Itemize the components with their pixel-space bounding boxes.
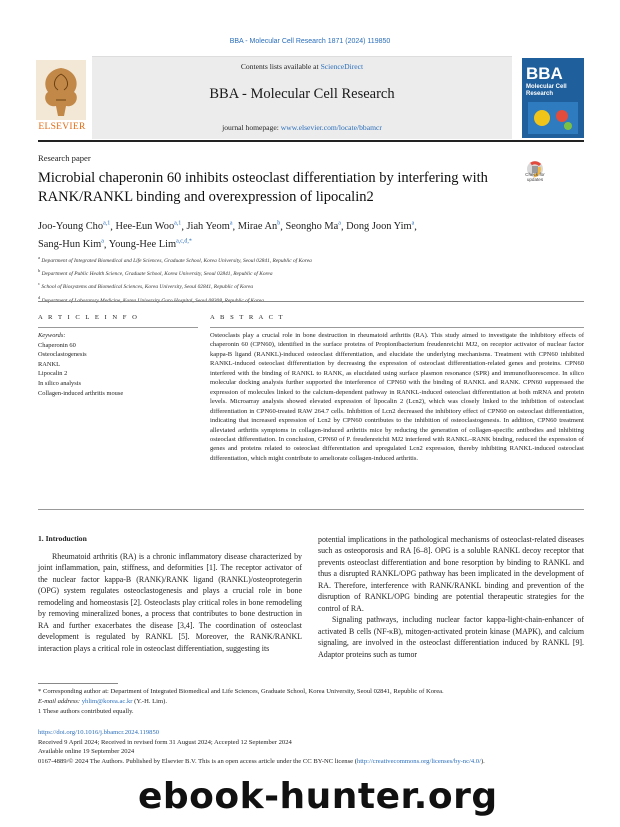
author[interactable]: Sang-Hun Kim$^a$ — [38, 238, 104, 251]
header-rule — [38, 140, 584, 142]
author[interactable]: Hee-Eun Woo$^{a,1}$ — [115, 221, 182, 233]
watermark-text: ebook-hunter.org — [138, 776, 498, 817]
contents-line — [92, 62, 512, 71]
introduction-heading: 1. Introduction — [38, 534, 87, 543]
keyword: Collagen-induced arthritis mouse — [38, 389, 124, 397]
publication-info — [38, 728, 584, 766]
elsevier-logo-text: ELSEVIER — [38, 122, 86, 132]
cover-subtitle: Molecular Cell Research — [526, 84, 567, 97]
footnotes — [38, 687, 584, 717]
equal-contribution-note: 1 These authors contributed equally. — [38, 708, 134, 715]
affiliations — [38, 253, 586, 306]
affiliation: d — [38, 294, 41, 300]
journal-name: BBA - Molecular Cell Research — [209, 86, 395, 102]
author[interactable]: Seongho Ma$^a$ — [285, 221, 341, 233]
keyword: Osteoclastogenesis — [38, 351, 87, 359]
keywords-block — [38, 331, 198, 398]
paragraph: Signaling pathways, including nuclear factor kappa-light-chain-enhancer of activated B cells (NF-κB), mitogen-activated protein kinase (MAPK), and calcium signaling, are involved in the osteoclast differentiation induced by RANKL [9]. Adaptor proteins such as tumor — [318, 615, 584, 659]
body-column-right — [318, 534, 584, 660]
author[interactable]: Joo-Young Cho$^{a,1}$ — [38, 221, 111, 233]
article-info-heading: A R T I C L E I N F O — [38, 314, 139, 321]
paper-type: Research paper — [38, 153, 91, 163]
section-rule — [38, 301, 584, 302]
abstract-rule — [210, 327, 584, 328]
author[interactable]: Mirae An$^b$ — [237, 221, 281, 233]
journal-reference[interactable]: BBA - Molecular Cell Research 1871 (2024) 119850 — [229, 38, 391, 45]
affiliation: $^b$ Department of Public Health Science, Graduate School, Korea University, Seoul 02841, Republic of Korea — [38, 268, 273, 277]
article-info-rule — [38, 327, 198, 328]
abstract-bottom-rule — [38, 509, 584, 510]
cover-title: BBA — [526, 64, 563, 83]
author[interactable]: Young-Hee Lim$^{a,c,d,*}$ — [108, 238, 192, 251]
author[interactable]: Dong Joon Yim$^a$ — [346, 221, 415, 233]
email-link[interactable]: yhlim@korea.ac.kr — [81, 698, 133, 705]
author-list: Joo-Young Cho$^{a,1}$, Hee-Eun Woo$^{a,1}$, Jiah Yeom$^a$, Mirae An$^b$, Seongho Ma$^a$, Dong Joon Yim$^a$, Sang-Hun Kim$^a$, Young-Hee Lim$^{a,c,d,*}$ — [38, 221, 417, 251]
abstract-heading: A B S T R A C T — [210, 314, 285, 321]
email-label: E-mail address: — [38, 698, 81, 705]
cover-graphic-icon — [528, 102, 578, 134]
email-line — [38, 697, 584, 707]
contents-prefix: Contents lists available at — [240, 62, 319, 71]
corresponding-author-note: * Corresponding author at: Department of Integrated Biomedical and Life Sciences, Graduate School, Korea University, Seoul 02841, Republic of Korea. — [38, 688, 444, 695]
paragraph: potential implications in the pathological mechanisms of osteoclast-related diseases such as osteoporosis and RA [6–8]. OPG is a soluble RANKL decoy receptor that prevents osteoclast differentiation and bone resorption by binding to RANKL and thus a disrupted RANKL/OPG pathway has been implicated in the development of RA. Therefore, interference with RANK/RANKL binding and prevention of the disruption of RANKL/OPG binding are potential therapeutic strategies for the control of RA. — [318, 535, 584, 613]
homepage-prefix: journal homepage: — [222, 123, 279, 132]
affiliation: $^c$ School of Biosystems and Biomedical Sciences, Korea University, Seoul 02841, Republic of Korea — [38, 281, 254, 291]
homepage-link[interactable]: www.elsevier.com/locate/bbamcr — [280, 123, 382, 132]
email-suffix: (Y.-H. Lim). — [134, 698, 167, 705]
footnote-rule — [38, 683, 118, 684]
online-date: Available online 19 September 2024 — [38, 748, 135, 756]
sciencedirect-link[interactable]: ScienceDirect — [320, 62, 364, 71]
article-title: Microbial chaperonin 60 inhibits osteoclast differentiation by interfering with RANK/RANKL binding and overexpression of lipocalin2 — [38, 170, 488, 205]
keyword: Lipocalin 2 — [38, 370, 68, 378]
keyword: Chaperonin 60 — [38, 341, 76, 349]
abstract-text: Osteoclasts play a crucial role in bone destruction in rheumatoid arthritis (RA). This study aimed to investigate the inhibitory effects of chaperonin 60 (CPN60), identified in the surface proteins of Propionibacterium freudenreichii MJ2, on receptor activator of nuclear factor kappa-B ligand (RANKL)-induced osteoclast differentiation, and elucidate the underlying mechanisms. Treatment with CPN60 inhibited RANKL-induced osteoclast differentiation by decreasing the expression of osteoclast differentiation-related genes and proteins. CPN60 interfered with the binding of RANKL to RANK, as elucidated using surface plasmon resonance (SPR) and immunofluorescence. In silico molecular docking analysis further supported the interference of CPN60 with the binding of RANKL and RANK. CPN60 suppressed the expression of molecules linked to the calcium-dependent pathway in RANKL-induced osteoclast differentiation at both mRNA and protein levels. Microarray analysis showed elevated expression of lipocalin 2 (Lcn2), which was closely linked to the inhibition of osteoclast differentiation in CPN60-treated RAW 264.7 cells. Inhibition of Lcn2 decreased the inhibitory effect of CPN60 on osteoclast differentiation, indicating that increased expression of Lcn2 by CPN60 contributes to the inhibition of osteoclastogenesis. In addition, CPN60 treatment alleviated arthritis symptoms in collagen-induced arthritis mice by reducing the generation of collagen-specific antibodies and inhibiting osteoclast differentiation. In conclusion, CPN60 of P. freudenreichii MJ2 interfered with RANKL–RANK binding, reduced the expression of genes and proteins related to osteoclast differentiation and upregulated Lcn2 expression, thereby inhibiting RANKL-induced osteoclast differentiation, which might contribute to ameliorate collagen-induced arthritis. — [210, 332, 584, 462]
homepage-line — [92, 123, 512, 132]
license-link[interactable]: http://creativecommons.org/licenses/by-nc/4.0/ — [356, 757, 481, 765]
keyword: In silico analysis — [38, 379, 81, 387]
elsevier-tree-icon — [36, 60, 86, 130]
received-dates: Received 9 April 2024; Received in revised form 31 August 2024; Accepted 12 September 2024 — [38, 738, 292, 746]
author[interactable]: Jiah Yeom$^a$ — [186, 221, 233, 233]
body-column-left: Rheumatoid arthritis (RA) is a chronic inflammatory disease characterized by joint inflammation, pain, stiffness, and deformities [1]. The receptor activator of the nuclear factor kappa-B (RANK)/RANK ligand (RANKL)/osteoprotegerin (OPG) system regulates osteoclastogenesis and plays a crucial role in bone remodeling and homeostasis [2]. Osteoclasts play critical roles in bone remodeling by removing mineralized bones, a process that contributes to bone destruction in RA and further exacerbates the disease [3,4]. The coordination of osteoclast development is regulated by RANKL [5]. Moreover, the RANK/RANKL interaction plays a critical role in osteoclast differentiation, suggesting its — [38, 552, 302, 653]
keywords-heading: Keywords: — [38, 332, 66, 339]
license-line: 0167-4889/© 2024 The Authors. Published by Elsevier B.V. This is an open access article under the CC BY-NC license (http://creativecommons.org/licenses/by-nc/4.0/). — [38, 757, 485, 765]
affiliation: $^a$ Department of Integrated Biomedical and Life Sciences, Graduate School, Korea University, Seoul 02841, Republic of Korea — [38, 255, 312, 264]
journal-cover-image — [522, 58, 584, 138]
check-for-updates-label[interactable]: Check for updates — [525, 172, 545, 182]
doi-link[interactable]: https://doi.org/10.1016/j.bbamcr.2024.119850 — [38, 729, 160, 736]
keyword: RANKL — [38, 360, 61, 368]
